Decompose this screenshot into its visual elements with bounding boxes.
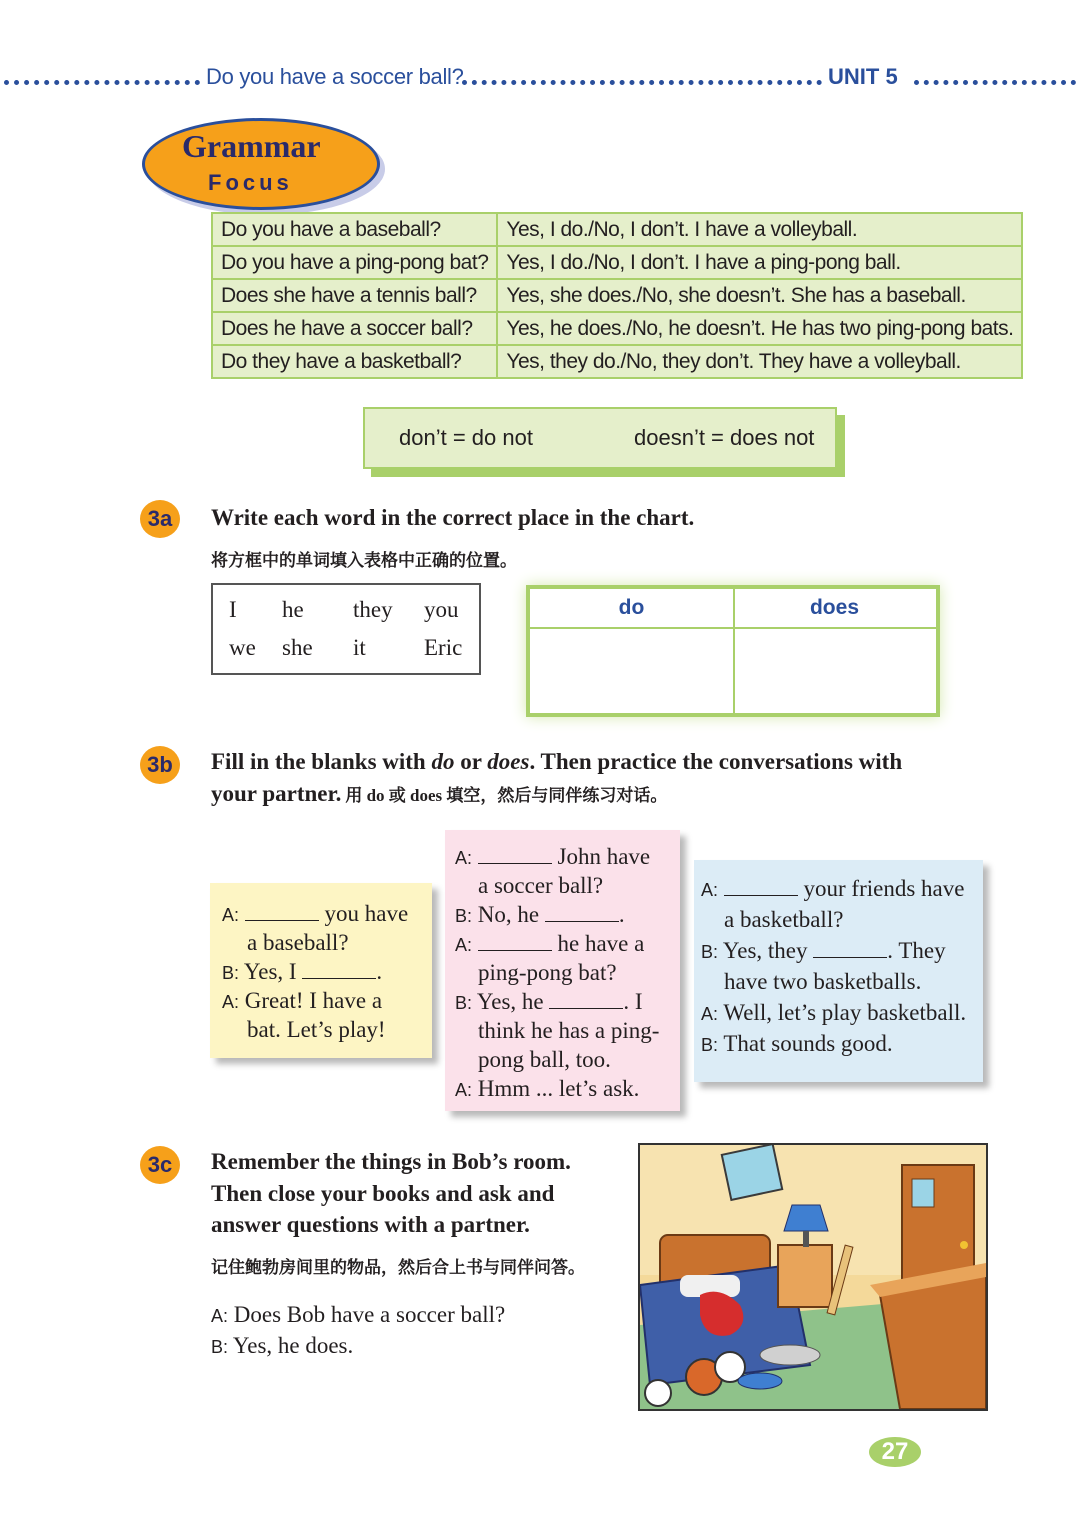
answer-cell: Yes, she does./No, she doesn’t. She has a baseball. <box>497 279 1022 312</box>
dialogue-card-1 <box>210 883 432 1058</box>
do-header: do <box>530 589 733 629</box>
section-number-3c: 3c <box>140 1146 180 1184</box>
chart-divider <box>733 589 735 713</box>
instruction-3b-does: does <box>487 749 530 774</box>
word: they <box>353 597 393 622</box>
do-does-chart <box>526 585 940 717</box>
table-row <box>212 246 1022 279</box>
dialogue-line: A: he have a <box>455 931 645 956</box>
table-row <box>212 279 1022 312</box>
dialogue-line: a soccer ball? <box>478 873 604 898</box>
contraction-box <box>363 407 837 469</box>
answer-blank[interactable] <box>302 960 376 979</box>
answer-cell: Yes, I do./No, I don’t. I have a ping-pong ball. <box>497 246 1022 279</box>
answer-blank[interactable] <box>478 932 552 951</box>
bobs-room-illustration <box>638 1143 988 1411</box>
answer-cell: Yes, he does./No, he doesn’t. He has two ping-pong bats. <box>497 312 1022 345</box>
grammar-focus-title: Grammar <box>182 128 321 164</box>
answer-blank[interactable] <box>813 939 887 958</box>
dialogue-line: B: Yes, he . I <box>455 989 643 1014</box>
answer-blank[interactable] <box>545 903 619 922</box>
dialogue-line: a basketball? <box>724 907 844 932</box>
answer-blank[interactable] <box>478 845 552 864</box>
grammar-table <box>211 212 1023 379</box>
instruction-3b-part1: Fill in the blanks with <box>211 749 432 774</box>
word: it <box>353 635 366 660</box>
instruction-3c-line1: Remember the things in Bob’s room. <box>211 1149 571 1174</box>
instruction-3b-line2 <box>211 781 667 807</box>
instruction-3b-part2: . Then practice the conversations with <box>529 749 903 774</box>
question-cell: Do they have a basketball? <box>212 345 497 378</box>
dialogue-line: A: Great! I have a <box>222 988 383 1013</box>
dialogue-line: B: That sounds good. <box>701 1031 893 1056</box>
instruction-3b-or: or <box>454 749 488 774</box>
word: he <box>282 597 304 622</box>
instruction-3c-line2: Then close your books and ask and <box>211 1181 555 1206</box>
question-cell: Do you have a ping-pong bat? <box>212 246 497 279</box>
table-row <box>212 213 1022 246</box>
word: I <box>229 597 237 622</box>
example-question: A: Does Bob have a soccer ball? <box>211 1302 506 1327</box>
contraction-doesnt: doesn’t = does not <box>634 425 815 450</box>
dialogue-line: think he has a ping- <box>478 1018 660 1043</box>
dialogue-line: A: Well, let’s play basketball. <box>701 1000 967 1025</box>
dialogue-card-3 <box>694 860 983 1082</box>
answer-cell: Yes, they do./No, they don’t. They have a volleyball. <box>497 345 1022 378</box>
question-cell: Do you have a baseball? <box>212 213 497 246</box>
dialogue-line: A: your friends have <box>701 876 965 901</box>
instruction-3c-line3: answer questions with a partner. <box>211 1212 530 1237</box>
instruction-3c-cn: 记住鲍勃房间里的物品，然后合上书与同伴问答。 <box>211 1258 585 1277</box>
answer-cell: Yes, I do./No, I don’t. I have a volleyball. <box>497 213 1022 246</box>
question-cell: Does she have a tennis ball? <box>212 279 497 312</box>
page-number: 27 <box>869 1437 921 1467</box>
section-number-3b: 3b <box>140 746 180 784</box>
dialogue-card-2 <box>445 830 680 1111</box>
dialogue-line: pong ball, too. <box>478 1047 611 1072</box>
header-dots-right <box>914 80 1076 85</box>
instruction-3a-cn: 将方框中的单词填入表格中正确的位置。 <box>211 551 517 570</box>
word-box <box>211 583 481 675</box>
does-column <box>733 589 936 713</box>
instruction-3b-cn: 用 do 或 does 填空，然后与同伴练习对话。 <box>345 786 668 805</box>
dialogue-line: B: Yes, I . <box>222 959 383 984</box>
word: we <box>229 635 256 660</box>
dialogue-line: A: Hmm ... let’s ask. <box>455 1076 640 1101</box>
word: she <box>282 635 313 660</box>
room-drawing <box>640 1145 986 1409</box>
example-answer: B: Yes, he does. <box>211 1333 354 1358</box>
contraction-dont: don’t = do not <box>399 425 533 450</box>
answer-blank[interactable] <box>245 902 319 921</box>
instruction-3b-partner: your partner. <box>211 781 342 806</box>
dialogue-line: have two basketballs. <box>724 969 922 994</box>
word: Eric <box>424 635 463 660</box>
dialogue-line: bat. Let’s play! <box>247 1017 386 1042</box>
header-unit: UNIT 5 <box>828 64 898 89</box>
grammar-focus-subtitle: Focus <box>208 170 293 195</box>
do-column <box>530 589 733 713</box>
dialogue-line: B: No, he . <box>455 902 625 927</box>
header-dots-middle <box>462 80 822 85</box>
header-dots-left <box>4 80 200 85</box>
instruction-3a: Write each word in the correct place in the chart. <box>211 505 695 530</box>
dialogue-line: a baseball? <box>247 930 349 955</box>
instruction-3b <box>211 749 902 775</box>
word: you <box>424 597 459 622</box>
dialogue-line: ping-pong bat? <box>478 960 617 985</box>
dialogue-line: A: John have <box>455 844 651 869</box>
dialogue-line: A: you have <box>222 901 409 926</box>
section-number-3a: 3a <box>140 500 180 538</box>
answer-blank[interactable] <box>549 990 623 1009</box>
instruction-3b-do: do <box>431 749 455 774</box>
dialogue-line: B: Yes, they . They <box>701 938 946 963</box>
table-row <box>212 312 1022 345</box>
does-header: does <box>733 589 936 629</box>
header-title: Do you have a soccer ball? <box>206 64 464 89</box>
table-row <box>212 345 1022 378</box>
question-cell: Does he have a soccer ball? <box>212 312 497 345</box>
answer-blank[interactable] <box>724 877 798 896</box>
